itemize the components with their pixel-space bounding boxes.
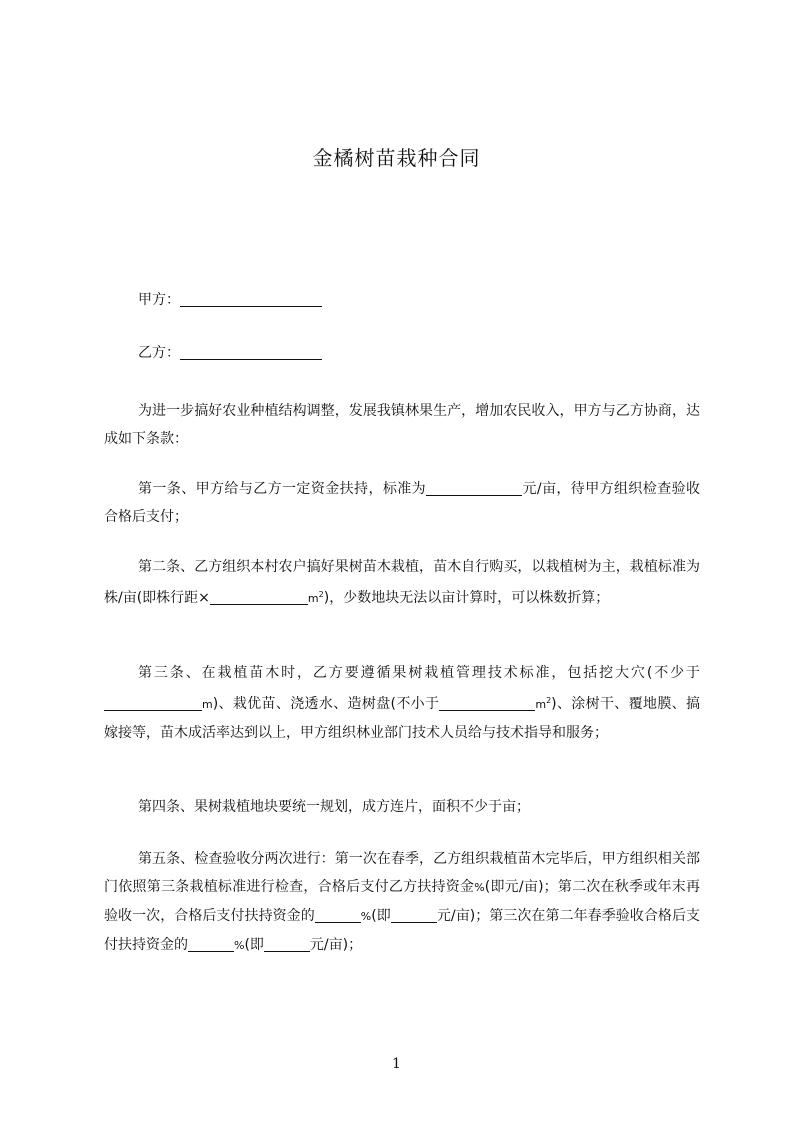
article-3-sup: 2 (546, 696, 552, 705)
article-3-text-before: 第三条、在栽植苗木时，乙方要遵循果树栽植管理技术标准，包括挖大穴(不少于 (138, 665, 700, 681)
article-5-yuan-2: 元/亩)；第三次在第二年春季验收合格后支付扶持资金的 (104, 908, 701, 953)
article-3 (104, 659, 700, 747)
article-5-blank-4 (264, 937, 310, 952)
article-1-text-before: 第一条、甲方给与乙方一定资金扶持，标准为 (138, 481, 427, 497)
article-5-blank-2 (391, 908, 437, 923)
document-title: 金橘树苗栽种合同 (312, 146, 481, 170)
article-2-blank (210, 590, 308, 605)
article-5-text-3: (即 (244, 937, 264, 953)
article-2-unit: m (307, 592, 319, 605)
party-b-blank (180, 345, 322, 360)
article-4: 第四条、果树栽植地块要统一规划，成方连片，面积不少于亩； (138, 799, 530, 815)
article-1 (104, 475, 700, 531)
article-3-blank-2 (439, 696, 535, 711)
article-5-text-2: (即 (371, 908, 391, 924)
article-3-blank-1 (104, 696, 202, 711)
article-3-text-after: )、涂树干、覆地膜、搞嫁接等，苗木成活率达到以上，甲方组织林业部门技术人员给与技术指导和服务； (104, 696, 700, 741)
party-a-label: 甲方： (138, 292, 180, 308)
article-5 (104, 845, 700, 960)
article-2-text-before: 第二条、乙方组织本村农户搞好果树苗木栽植，苗木自行购买，以栽植树为主，栽植标准为株/亩(即株行距× (104, 559, 700, 606)
article-5-pct-3: % (234, 939, 245, 952)
article-5-text-1: 第五条、检查验收分两次进行：第一次在春季，乙方组织栽植苗木完毕后，甲方组织相关部门依照第三条栽植标准进行检查，合格后支付乙方扶持资金 (104, 851, 700, 895)
article-5-pct-1: % (474, 881, 485, 894)
party-a-line (138, 290, 322, 310)
article-5-text-1b: (即元/亩)；第二次在秋季或年末再验收一次，合格后支付扶持资金的 (104, 879, 700, 924)
page-number: 1 (392, 1056, 401, 1072)
article-2 (104, 553, 700, 613)
article-1-blank (426, 481, 522, 496)
party-b-line (138, 343, 322, 363)
article-3-text-middle: )、栽优苗、浇透水、造树盘(不小于 (212, 696, 440, 712)
article-2-text-after: )，少数地块无法以亩计算时，可以株数折算； (323, 590, 610, 606)
party-b-label: 乙方： (138, 345, 180, 361)
intro-paragraph: 为进一步搞好农业种植结构调整，发展我镇林果生产，增加农民收入，甲方与乙方协商，达成如下条款： (104, 403, 700, 447)
article-5-blank-3 (188, 937, 234, 952)
article-3-unit-1: m (202, 698, 213, 711)
article-2-sup: 2 (318, 590, 324, 599)
article-5-yuan-3: 元/亩)； (309, 937, 363, 953)
article-3-unit-2: m (535, 698, 547, 711)
party-a-blank (180, 292, 322, 307)
article-5-blank-1 (315, 908, 361, 923)
article-1-text-after: 元/亩，待甲方组织检查验收合格后支付； (104, 481, 701, 525)
article-5-pct-2: % (360, 910, 372, 923)
